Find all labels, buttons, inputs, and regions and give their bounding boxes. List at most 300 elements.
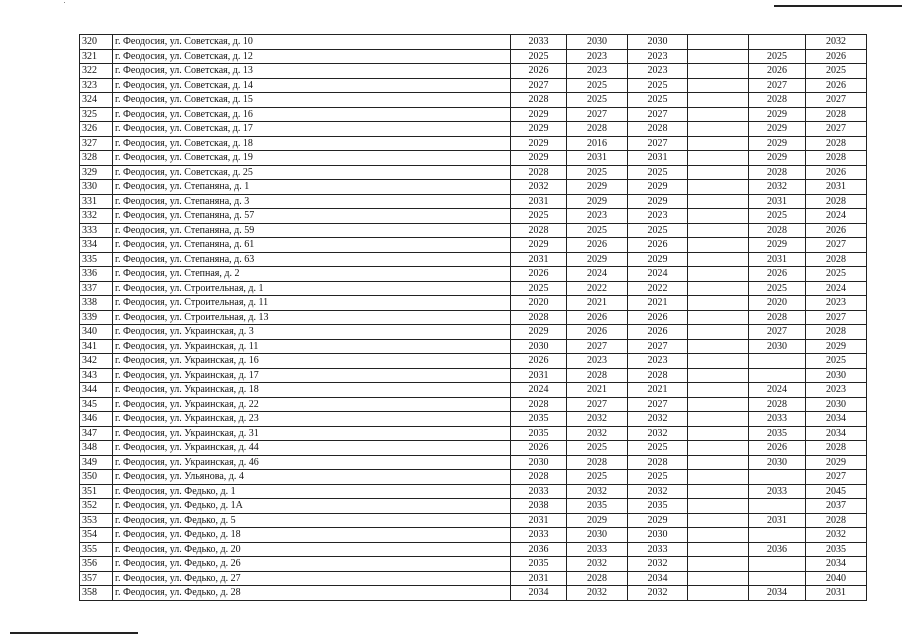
year-cell-1: 2029 [511, 122, 567, 137]
year-cell-2: 2021 [567, 383, 628, 398]
year-cell-2: 2032 [567, 484, 628, 499]
year-cell-6: 2027 [806, 238, 867, 253]
housing-registry-table [79, 34, 867, 601]
year-cell-5 [749, 354, 806, 369]
year-cell-2: 2026 [567, 310, 628, 325]
table-row [80, 194, 867, 209]
year-cell-5: 2027 [749, 78, 806, 93]
year-cell-4 [688, 513, 749, 528]
year-cell-4 [688, 470, 749, 485]
row-number-cell: 321 [80, 49, 113, 64]
year-cell-6: 2034 [806, 557, 867, 572]
year-cell-5: 2028 [749, 93, 806, 108]
year-cell-1: 2029 [511, 238, 567, 253]
year-cell-6: 2040 [806, 571, 867, 586]
year-cell-3: 2027 [628, 339, 688, 354]
year-cell-5: 2031 [749, 513, 806, 528]
row-number-cell: 350 [80, 470, 113, 485]
year-cell-2: 2027 [567, 107, 628, 122]
row-number-cell: 352 [80, 499, 113, 514]
year-cell-3: 2032 [628, 426, 688, 441]
year-cell-5: 2030 [749, 455, 806, 470]
address-cell: г. Феодосия, ул. Украинская, д. 23 [113, 412, 511, 427]
year-cell-2: 2023 [567, 209, 628, 224]
year-cell-2: 2032 [567, 557, 628, 572]
year-cell-1: 2036 [511, 542, 567, 557]
table-row [80, 122, 867, 137]
year-cell-1: 2025 [511, 281, 567, 296]
table-row [80, 223, 867, 238]
year-cell-4 [688, 209, 749, 224]
table-row [80, 513, 867, 528]
year-cell-1: 2035 [511, 426, 567, 441]
year-cell-1: 2028 [511, 165, 567, 180]
year-cell-4 [688, 310, 749, 325]
year-cell-6: 2028 [806, 325, 867, 340]
year-cell-4 [688, 586, 749, 601]
address-cell: г. Феодосия, ул. Украинская, д. 3 [113, 325, 511, 340]
table-row [80, 325, 867, 340]
year-cell-3: 2026 [628, 325, 688, 340]
year-cell-3: 2030 [628, 35, 688, 50]
address-cell: г. Феодосия, ул. Украинская, д. 46 [113, 455, 511, 470]
year-cell-3: 2031 [628, 151, 688, 166]
year-cell-5: 2033 [749, 412, 806, 427]
row-number-cell: 341 [80, 339, 113, 354]
year-cell-4 [688, 441, 749, 456]
scan-artifact-dot [64, 2, 65, 3]
year-cell-1: 2025 [511, 209, 567, 224]
year-cell-6: 2025 [806, 354, 867, 369]
year-cell-1: 2028 [511, 310, 567, 325]
row-number-cell: 342 [80, 354, 113, 369]
year-cell-2: 2025 [567, 93, 628, 108]
row-number-cell: 346 [80, 412, 113, 427]
year-cell-1: 2035 [511, 557, 567, 572]
address-cell: г. Феодосия, ул. Федько, д. 27 [113, 571, 511, 586]
table-row [80, 209, 867, 224]
year-cell-3: 2026 [628, 310, 688, 325]
year-cell-1: 2030 [511, 455, 567, 470]
year-cell-4 [688, 397, 749, 412]
row-number-cell: 336 [80, 267, 113, 282]
year-cell-5: 2029 [749, 151, 806, 166]
year-cell-6: 2028 [806, 441, 867, 456]
row-number-cell: 320 [80, 35, 113, 50]
year-cell-3: 2025 [628, 78, 688, 93]
year-cell-2: 2025 [567, 470, 628, 485]
year-cell-2: 2029 [567, 180, 628, 195]
year-cell-3: 2025 [628, 223, 688, 238]
year-cell-2: 2032 [567, 426, 628, 441]
year-cell-3: 2028 [628, 368, 688, 383]
table-row [80, 107, 867, 122]
year-cell-2: 2023 [567, 49, 628, 64]
year-cell-3: 2023 [628, 209, 688, 224]
row-number-cell: 327 [80, 136, 113, 151]
year-cell-3: 2029 [628, 513, 688, 528]
address-cell: г. Феодосия, ул. Степаняна, д. 57 [113, 209, 511, 224]
year-cell-2: 2022 [567, 281, 628, 296]
table-row [80, 571, 867, 586]
table-row [80, 49, 867, 64]
table-row [80, 180, 867, 195]
year-cell-4 [688, 412, 749, 427]
table-row [80, 296, 867, 311]
table-row [80, 339, 867, 354]
row-number-cell: 328 [80, 151, 113, 166]
year-cell-4 [688, 238, 749, 253]
year-cell-1: 2026 [511, 354, 567, 369]
address-cell: г. Феодосия, ул. Степаняна, д. 63 [113, 252, 511, 267]
year-cell-1: 2033 [511, 35, 567, 50]
table-row [80, 151, 867, 166]
year-cell-2: 2029 [567, 252, 628, 267]
year-cell-2: 2021 [567, 296, 628, 311]
year-cell-6: 2028 [806, 513, 867, 528]
year-cell-5: 2029 [749, 136, 806, 151]
year-cell-2: 2028 [567, 122, 628, 137]
year-cell-5: 2025 [749, 209, 806, 224]
address-cell: г. Феодосия, ул. Украинская, д. 16 [113, 354, 511, 369]
year-cell-5: 2027 [749, 325, 806, 340]
year-cell-1: 2026 [511, 64, 567, 79]
row-number-cell: 331 [80, 194, 113, 209]
year-cell-4 [688, 267, 749, 282]
year-cell-4 [688, 151, 749, 166]
table-row [80, 441, 867, 456]
year-cell-6: 2030 [806, 368, 867, 383]
address-cell: г. Феодосия, ул. Украинская, д. 44 [113, 441, 511, 456]
year-cell-1: 2024 [511, 383, 567, 398]
year-cell-5: 2031 [749, 252, 806, 267]
year-cell-3: 2030 [628, 528, 688, 543]
year-cell-2: 2025 [567, 223, 628, 238]
year-cell-1: 2028 [511, 223, 567, 238]
row-number-cell: 322 [80, 64, 113, 79]
address-cell: г. Феодосия, ул. Украинская, д. 22 [113, 397, 511, 412]
year-cell-3: 2029 [628, 180, 688, 195]
year-cell-3: 2032 [628, 586, 688, 601]
year-cell-4 [688, 180, 749, 195]
year-cell-1: 2026 [511, 267, 567, 282]
year-cell-5: 2028 [749, 223, 806, 238]
address-cell: г. Феодосия, ул. Федько, д. 1 [113, 484, 511, 499]
address-cell: г. Феодосия, ул. Украинская, д. 31 [113, 426, 511, 441]
row-number-cell: 333 [80, 223, 113, 238]
table-row [80, 136, 867, 151]
address-cell: г. Феодосия, ул. Степаняна, д. 3 [113, 194, 511, 209]
year-cell-6: 2025 [806, 267, 867, 282]
year-cell-2: 2024 [567, 267, 628, 282]
table-row [80, 368, 867, 383]
row-number-cell: 325 [80, 107, 113, 122]
year-cell-6: 2027 [806, 470, 867, 485]
year-cell-6: 2023 [806, 383, 867, 398]
year-cell-6: 2035 [806, 542, 867, 557]
year-cell-6: 2034 [806, 426, 867, 441]
table-row [80, 499, 867, 514]
table-row [80, 528, 867, 543]
year-cell-2: 2023 [567, 354, 628, 369]
year-cell-4 [688, 484, 749, 499]
year-cell-5: 2028 [749, 165, 806, 180]
year-cell-5 [749, 557, 806, 572]
year-cell-6: 2026 [806, 49, 867, 64]
year-cell-1: 2027 [511, 78, 567, 93]
table-row [80, 542, 867, 557]
year-cell-2: 2026 [567, 238, 628, 253]
year-cell-2: 2035 [567, 499, 628, 514]
row-number-cell: 339 [80, 310, 113, 325]
address-cell: г. Феодосия, ул. Федько, д. 5 [113, 513, 511, 528]
row-number-cell: 358 [80, 586, 113, 601]
table-row [80, 484, 867, 499]
year-cell-5: 2034 [749, 586, 806, 601]
year-cell-2: 2028 [567, 455, 628, 470]
year-cell-5 [749, 35, 806, 50]
year-cell-4 [688, 49, 749, 64]
year-cell-2: 2031 [567, 151, 628, 166]
address-cell: г. Феодосия, ул. Федько, д. 18 [113, 528, 511, 543]
year-cell-1: 2030 [511, 339, 567, 354]
year-cell-2: 2028 [567, 571, 628, 586]
year-cell-5 [749, 470, 806, 485]
year-cell-2: 2025 [567, 165, 628, 180]
year-cell-3: 2029 [628, 194, 688, 209]
table-row [80, 397, 867, 412]
year-cell-4 [688, 78, 749, 93]
year-cell-6: 2032 [806, 528, 867, 543]
address-cell: г. Феодосия, ул. Советская, д. 15 [113, 93, 511, 108]
year-cell-6: 2026 [806, 78, 867, 93]
year-cell-5 [749, 571, 806, 586]
year-cell-5: 2026 [749, 64, 806, 79]
year-cell-3: 2034 [628, 571, 688, 586]
year-cell-2: 2032 [567, 412, 628, 427]
year-cell-3: 2024 [628, 267, 688, 282]
year-cell-5: 2029 [749, 122, 806, 137]
year-cell-5: 2035 [749, 426, 806, 441]
year-cell-1: 2026 [511, 441, 567, 456]
row-number-cell: 326 [80, 122, 113, 137]
year-cell-6: 2028 [806, 194, 867, 209]
year-cell-4 [688, 122, 749, 137]
year-cell-3: 2027 [628, 107, 688, 122]
year-cell-5 [749, 499, 806, 514]
year-cell-3: 2032 [628, 412, 688, 427]
year-cell-6: 2024 [806, 209, 867, 224]
year-cell-5: 2020 [749, 296, 806, 311]
year-cell-4 [688, 64, 749, 79]
year-cell-3: 2027 [628, 136, 688, 151]
row-number-cell: 329 [80, 165, 113, 180]
year-cell-2: 2028 [567, 368, 628, 383]
year-cell-2: 2025 [567, 441, 628, 456]
year-cell-3: 2023 [628, 354, 688, 369]
year-cell-3: 2028 [628, 455, 688, 470]
row-number-cell: 347 [80, 426, 113, 441]
year-cell-5: 2025 [749, 49, 806, 64]
year-cell-5: 2026 [749, 267, 806, 282]
row-number-cell: 340 [80, 325, 113, 340]
address-cell: г. Феодосия, ул. Федько, д. 26 [113, 557, 511, 572]
row-number-cell: 338 [80, 296, 113, 311]
table-row [80, 470, 867, 485]
address-cell: г. Феодосия, ул. Советская, д. 25 [113, 165, 511, 180]
year-cell-6: 2027 [806, 93, 867, 108]
address-cell: г. Феодосия, ул. Федько, д. 20 [113, 542, 511, 557]
row-number-cell: 353 [80, 513, 113, 528]
year-cell-4 [688, 107, 749, 122]
year-cell-5: 2033 [749, 484, 806, 499]
year-cell-4 [688, 194, 749, 209]
address-cell: г. Феодосия, ул. Украинская, д. 17 [113, 368, 511, 383]
year-cell-3: 2023 [628, 64, 688, 79]
year-cell-3: 2033 [628, 542, 688, 557]
row-number-cell: 349 [80, 455, 113, 470]
year-cell-3: 2023 [628, 49, 688, 64]
year-cell-6: 2028 [806, 107, 867, 122]
row-number-cell: 330 [80, 180, 113, 195]
year-cell-3: 2025 [628, 470, 688, 485]
table-row [80, 354, 867, 369]
year-cell-5: 2024 [749, 383, 806, 398]
address-cell: г. Феодосия, ул. Строительная, д. 13 [113, 310, 511, 325]
address-cell: г. Феодосия, ул. Советская, д. 10 [113, 35, 511, 50]
year-cell-1: 2020 [511, 296, 567, 311]
year-cell-4 [688, 93, 749, 108]
year-cell-1: 2033 [511, 528, 567, 543]
year-cell-4 [688, 339, 749, 354]
row-number-cell: 344 [80, 383, 113, 398]
address-cell: г. Феодосия, ул. Украинская, д. 11 [113, 339, 511, 354]
year-cell-6: 2028 [806, 136, 867, 151]
year-cell-2: 2027 [567, 397, 628, 412]
year-cell-4 [688, 368, 749, 383]
year-cell-6: 2045 [806, 484, 867, 499]
address-cell: г. Феодосия, ул. Федько, д. 1А [113, 499, 511, 514]
row-number-cell: 356 [80, 557, 113, 572]
table-row [80, 238, 867, 253]
year-cell-6: 2029 [806, 455, 867, 470]
year-cell-1: 2032 [511, 180, 567, 195]
year-cell-5 [749, 528, 806, 543]
year-cell-2: 2029 [567, 194, 628, 209]
year-cell-6: 2025 [806, 64, 867, 79]
year-cell-1: 2038 [511, 499, 567, 514]
row-number-cell: 332 [80, 209, 113, 224]
year-cell-4 [688, 571, 749, 586]
address-cell: г. Феодосия, ул. Советская, д. 18 [113, 136, 511, 151]
year-cell-6: 2023 [806, 296, 867, 311]
table-row [80, 165, 867, 180]
year-cell-5 [749, 368, 806, 383]
year-cell-3: 2025 [628, 93, 688, 108]
year-cell-6: 2031 [806, 586, 867, 601]
year-cell-4 [688, 165, 749, 180]
year-cell-6: 2028 [806, 151, 867, 166]
year-cell-4 [688, 557, 749, 572]
row-number-cell: 343 [80, 368, 113, 383]
address-cell: г. Феодосия, ул. Советская, д. 16 [113, 107, 511, 122]
row-number-cell: 324 [80, 93, 113, 108]
year-cell-3: 2032 [628, 557, 688, 572]
year-cell-4 [688, 136, 749, 151]
year-cell-3: 2026 [628, 238, 688, 253]
year-cell-3: 2021 [628, 296, 688, 311]
table-row [80, 64, 867, 79]
year-cell-5: 2029 [749, 238, 806, 253]
year-cell-6: 2031 [806, 180, 867, 195]
year-cell-2: 2023 [567, 64, 628, 79]
year-cell-2: 2030 [567, 35, 628, 50]
table-row [80, 252, 867, 267]
year-cell-5: 2031 [749, 194, 806, 209]
address-cell: г. Феодосия, ул. Степная, д. 2 [113, 267, 511, 282]
table-row [80, 93, 867, 108]
year-cell-3: 2021 [628, 383, 688, 398]
year-cell-1: 2029 [511, 136, 567, 151]
address-cell: г. Феодосия, ул. Украинская, д. 18 [113, 383, 511, 398]
year-cell-2: 2030 [567, 528, 628, 543]
table-row [80, 383, 867, 398]
row-number-cell: 348 [80, 441, 113, 456]
year-cell-6: 2037 [806, 499, 867, 514]
year-cell-4 [688, 383, 749, 398]
table-row [80, 310, 867, 325]
year-cell-1: 2029 [511, 151, 567, 166]
year-cell-5: 2036 [749, 542, 806, 557]
year-cell-1: 2035 [511, 412, 567, 427]
year-cell-1: 2029 [511, 325, 567, 340]
scan-edge-mark-top [774, 5, 902, 7]
year-cell-2: 2032 [567, 586, 628, 601]
year-cell-5: 2026 [749, 441, 806, 456]
address-cell: г. Феодосия, ул. Советская, д. 12 [113, 49, 511, 64]
year-cell-4 [688, 528, 749, 543]
year-cell-5: 2028 [749, 397, 806, 412]
row-number-cell: 354 [80, 528, 113, 543]
year-cell-4 [688, 426, 749, 441]
year-cell-3: 2032 [628, 484, 688, 499]
registry-table-body [80, 35, 867, 601]
year-cell-1: 2031 [511, 252, 567, 267]
address-cell: г. Феодосия, ул. Степаняна, д. 1 [113, 180, 511, 195]
year-cell-3: 2028 [628, 122, 688, 137]
year-cell-4 [688, 455, 749, 470]
year-cell-3: 2025 [628, 441, 688, 456]
year-cell-1: 2028 [511, 93, 567, 108]
table-row [80, 557, 867, 572]
year-cell-6: 2026 [806, 223, 867, 238]
year-cell-4 [688, 252, 749, 267]
address-cell: г. Феодосия, ул. Степаняна, д. 61 [113, 238, 511, 253]
address-cell: г. Феодосия, ул. Ульянова, д. 4 [113, 470, 511, 485]
year-cell-4 [688, 281, 749, 296]
year-cell-3: 2027 [628, 397, 688, 412]
year-cell-3: 2022 [628, 281, 688, 296]
year-cell-5: 2028 [749, 310, 806, 325]
year-cell-2: 2027 [567, 339, 628, 354]
address-cell: г. Феодосия, ул. Советская, д. 19 [113, 151, 511, 166]
year-cell-1: 2028 [511, 397, 567, 412]
table-row [80, 35, 867, 50]
address-cell: г. Феодосия, ул. Степаняна, д. 59 [113, 223, 511, 238]
address-cell: г. Феодосия, ул. Советская, д. 17 [113, 122, 511, 137]
row-number-cell: 357 [80, 571, 113, 586]
year-cell-1: 2031 [511, 368, 567, 383]
